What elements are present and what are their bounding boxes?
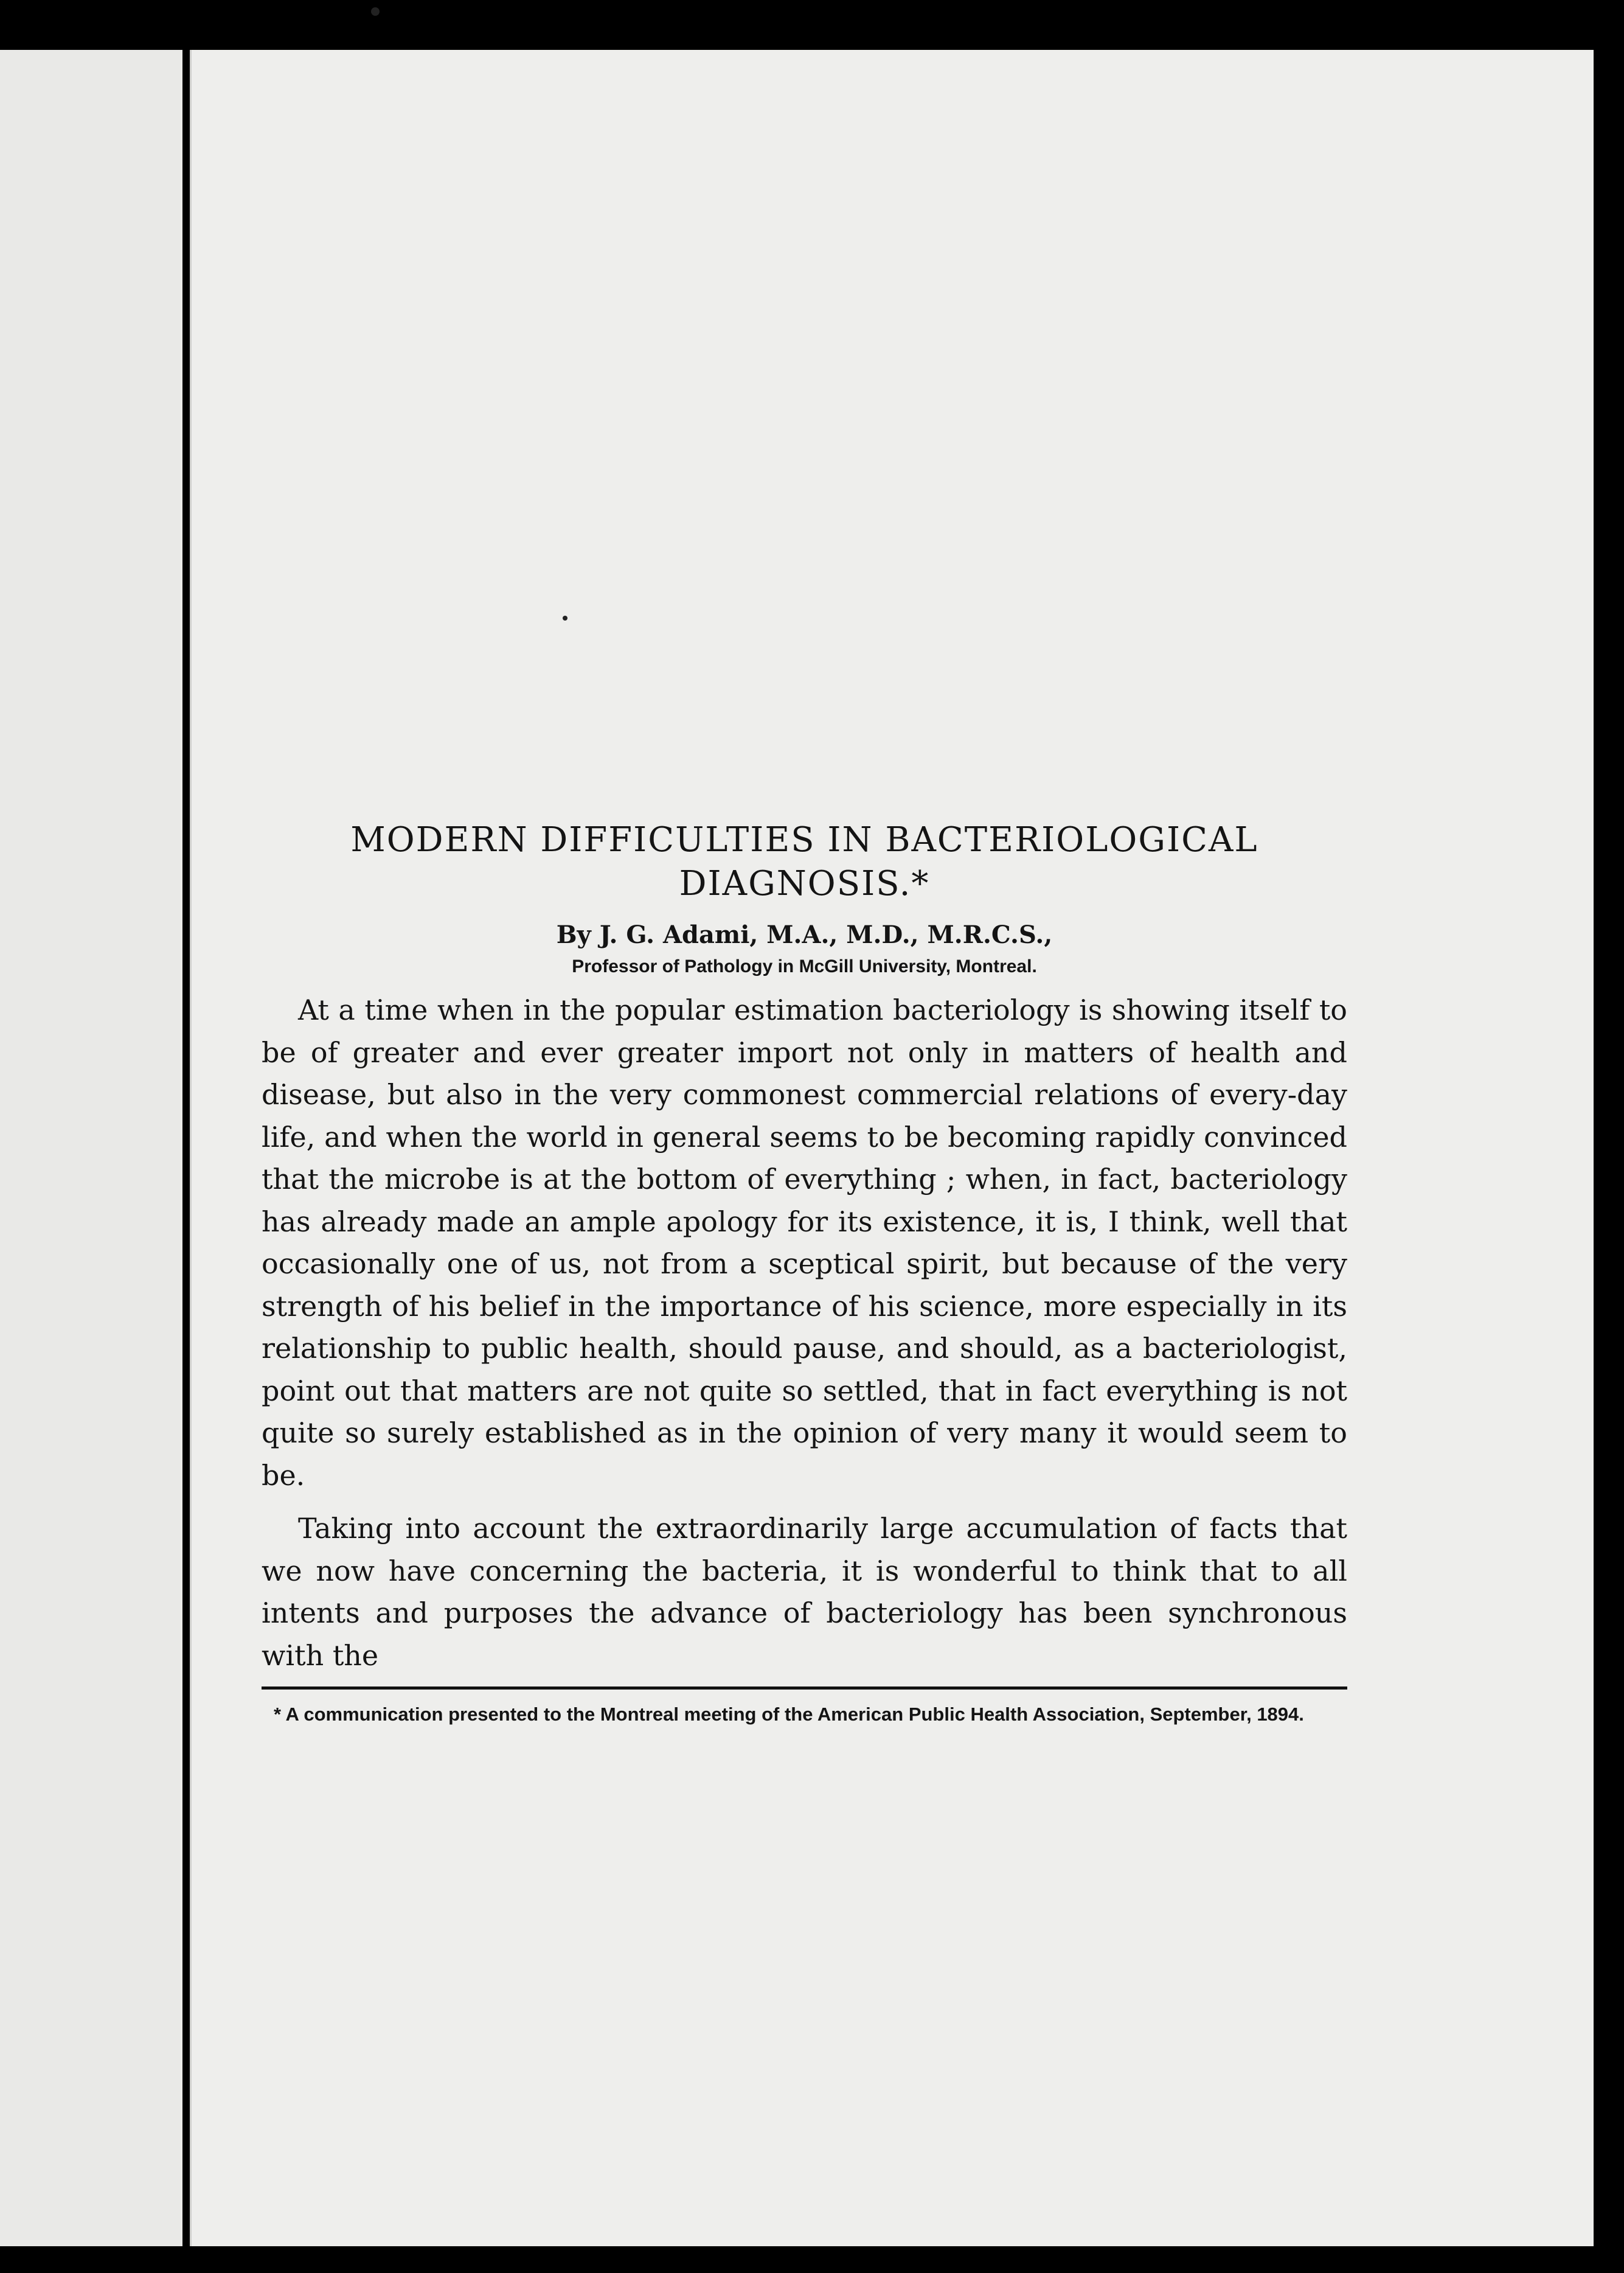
article-title: MODERN DIFFICULTIES IN BACTERIOLOGICAL DIAGNOSIS.* xyxy=(350,820,1258,903)
scan-speck xyxy=(563,616,567,621)
footnote: * A communication presented to the Montreal meeting of the American Public Health Association, September, 1894. xyxy=(274,1704,1304,1725)
facing-page-edge xyxy=(0,50,182,2246)
article-byline: By J. G. Adami, M.A., M.D., M.R.C.S., xyxy=(556,921,1053,949)
body-paragraph: Taking into account the extraordinarily large accumulation of facts that we now have concerning the bacteria, it is wonderful to think that to all intents and purposes the advance of bacteriology has been synchronous with the xyxy=(262,1512,1347,1672)
footnote-rule xyxy=(262,1686,1347,1690)
scan-speck xyxy=(371,7,380,16)
body-paragraph: At a time when in the popular estimation bacteriology is showing itself to be of greater and ever greater import not only in matters of health and disease, but also in the very commonest commercial relations of every-day life, and when the world in general seems to be becoming rapidly convinced that the microbe is at the bottom of everything ; when, in fact, bacteriology has already made an ample apology for its existence, it is, I think, well that occasionally one of us, not from a sceptical spirit, but because of the very strength of his belief in the importance of his science, more especially in its relationship to public health, should pause, and should, as a bacteriologist, point out that matters are not quite so settled, that in fact everything is not quite so surely established as in the opinion of very many it would seem to be. xyxy=(262,994,1347,1492)
article xyxy=(262,818,1347,1727)
author-affiliation: Professor of Pathology in McGill University, Montreal. xyxy=(572,956,1037,976)
